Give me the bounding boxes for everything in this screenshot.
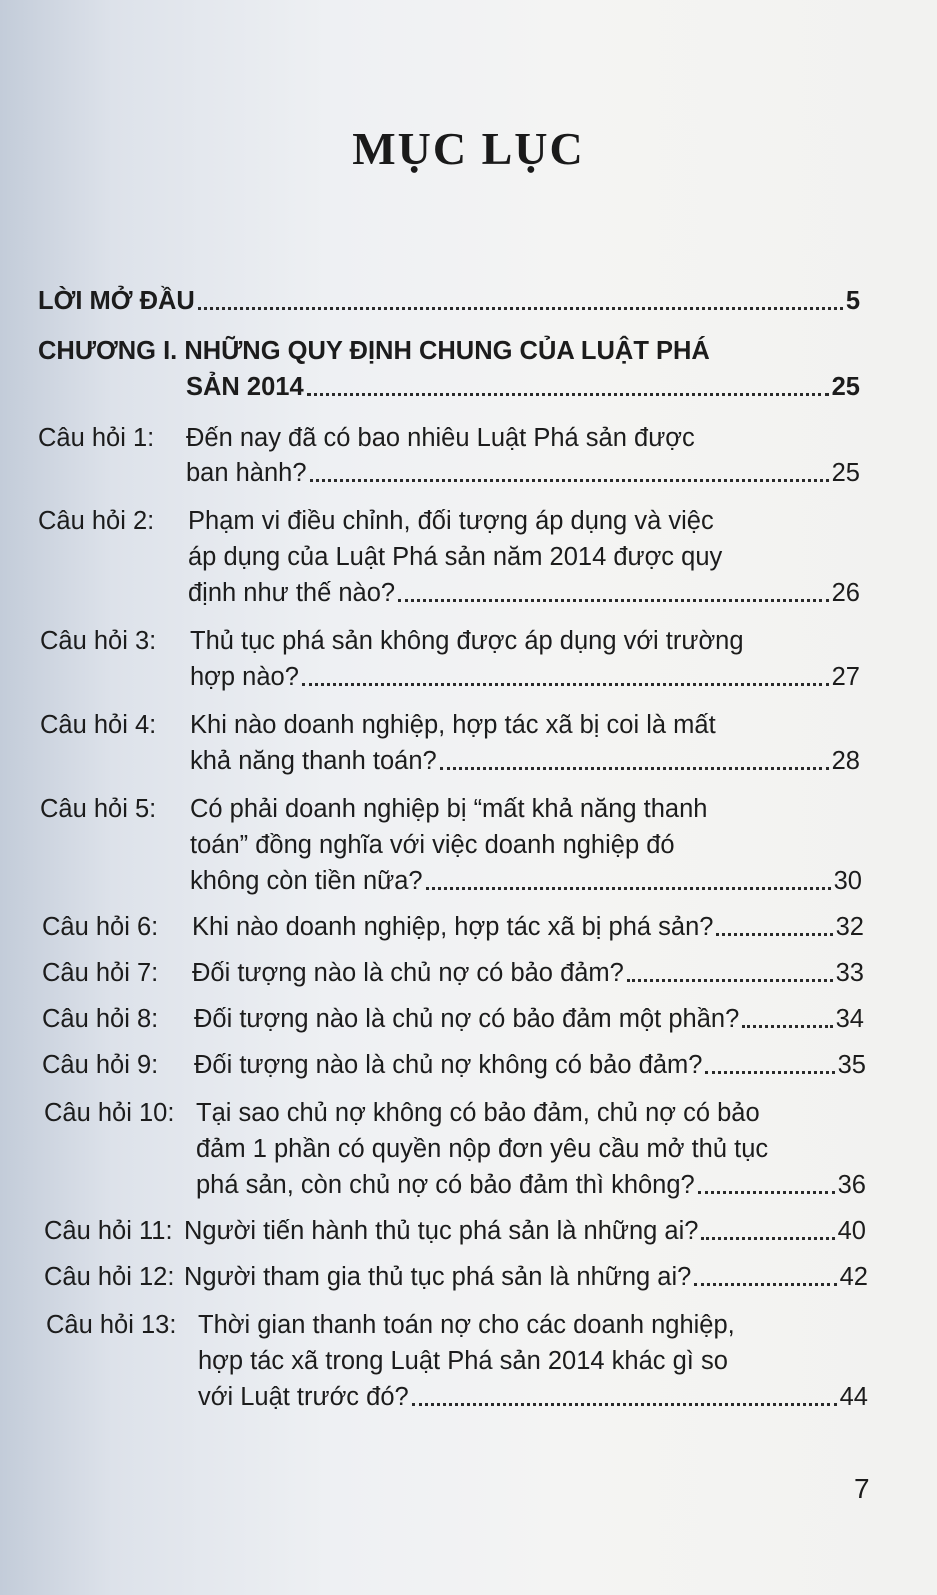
leader-dots [398,599,829,602]
toc-intro-label: LỜI MỞ ĐẦU [38,287,195,315]
chapter-heading-line2: SẢN 2014 [186,373,304,401]
chapter-heading: CHƯƠNG I. NHỮNG QUY ĐỊNH CHUNG CỦA LUẬT PHÁ [38,337,710,365]
toc-page-number: 30 [833,867,862,895]
toc-page-number: 25 [831,373,860,401]
chapter-heading-cont [186,370,860,404]
toc-entry-last-line [190,864,862,898]
question-text: áp dụng của Luật Phá sản năm 2014 được quy [188,543,723,571]
toc-page-number: 27 [831,663,860,691]
toc-entry-last-line [188,576,860,610]
leader-dots [716,933,832,936]
toc-page-number: 34 [835,1005,864,1033]
leader-dots [426,887,831,890]
toc-entry-last-line [196,1168,866,1202]
toc-page-number: 40 [837,1217,866,1245]
question-text: định như thế nào? [188,579,396,607]
question-label: Câu hỏi 9: [42,1051,159,1079]
question-text: Thủ tục phá sản không được áp dụng với trường [190,627,744,655]
toc-entry-last-line [184,1260,868,1294]
question-label: Câu hỏi 13: [46,1311,177,1339]
leader-dots [310,479,829,482]
toc-entry-last-line [194,1002,864,1036]
toc-entry-last-line [184,1214,866,1248]
toc-page-number: 33 [835,959,864,987]
question-text: đảm 1 phần có quyền nộp đơn yêu cầu mở thủ tục [196,1135,769,1163]
question-text: Người tham gia thủ tục phá sản là những ai? [184,1263,692,1291]
question-label: Câu hỏi 7: [42,959,159,987]
toc-page-number: 32 [835,913,864,941]
toc-intro [38,284,860,318]
question-text: toán” đồng nghĩa với việc doanh nghiệp đó [190,831,675,859]
question-label: Câu hỏi 3: [40,627,157,655]
question-text: Phạm vi điều chỉnh, đối tượng áp dụng và việc [188,507,714,535]
leader-dots [307,393,829,396]
question-label: Câu hỏi 5: [40,795,157,823]
leader-dots [440,767,829,770]
question-label: Câu hỏi 6: [42,913,159,941]
question-label: Câu hỏi 12: [44,1263,175,1291]
question-text: Khi nào doanh nghiệp, hợp tác xã bị coi là mất [190,711,716,739]
leader-dots [742,1025,832,1028]
toc-page-number: 25 [831,459,860,487]
toc-page-number: 42 [839,1263,868,1291]
leader-dots [705,1071,834,1074]
toc-entry-last-line [192,910,864,944]
leader-dots [701,1237,834,1240]
question-text: hợp tác xã trong Luật Phá sản 2014 khác gì so [198,1347,728,1375]
question-label: Câu hỏi 11: [44,1217,173,1245]
leader-dots [198,307,843,310]
question-label: Câu hỏi 10: [44,1099,175,1127]
toc-page-number: 5 [845,287,860,315]
question-text: Thời gian thanh toán nợ cho các doanh nghiệp, [198,1311,735,1339]
question-text: khả năng thanh toán? [190,747,437,775]
question-text: Có phải doanh nghiệp bị “mất khả năng thanh [190,795,708,823]
toc-page-number: 28 [831,747,860,775]
toc-page-number: 26 [831,579,860,607]
question-text: phá sản, còn chủ nợ có bảo đảm thì không? [196,1171,695,1199]
toc-page-number: 44 [839,1383,868,1411]
toc-entry-last-line [192,956,864,990]
question-text: Đối tượng nào là chủ nợ có bảo đảm? [192,959,624,987]
leader-dots [412,1403,837,1406]
toc-entry-last-line [198,1380,868,1414]
question-text: Đối tượng nào là chủ nợ không có bảo đảm? [194,1051,703,1079]
toc-entry-last-line [194,1048,866,1082]
question-text: Khi nào doanh nghiệp, hợp tác xã bị phá sản? [192,913,714,941]
toc-page-number: 35 [837,1051,866,1079]
leader-dots [627,979,833,982]
question-text: Tại sao chủ nợ không có bảo đảm, chủ nợ có bảo [196,1099,760,1127]
question-text: không còn tiền nữa? [190,867,423,895]
question-text: hợp nào? [190,663,299,691]
question-text: với Luật trước đó? [198,1383,409,1411]
leader-dots [698,1191,835,1194]
question-label: Câu hỏi 2: [38,507,155,535]
question-label: Câu hỏi 4: [40,711,157,739]
leader-dots [694,1283,836,1286]
question-text: Đến nay đã có bao nhiêu Luật Phá sản được [186,424,695,452]
question-label: Câu hỏi 8: [42,1005,159,1033]
toc-entry-last-line [190,660,860,694]
question-text: ban hành? [186,459,307,487]
toc-entry-last-line [186,456,860,490]
leader-dots [302,683,829,686]
question-label: Câu hỏi 1: [38,424,155,452]
question-text: Đối tượng nào là chủ nợ có bảo đảm một phần? [194,1005,740,1033]
page-title: MỤC LỤC [352,123,585,174]
question-text: Người tiến hành thủ tục phá sản là những ai? [184,1217,699,1245]
page-number: 7 [854,1473,870,1504]
toc-page-number: 36 [837,1171,866,1199]
toc-entry-last-line [190,744,860,778]
